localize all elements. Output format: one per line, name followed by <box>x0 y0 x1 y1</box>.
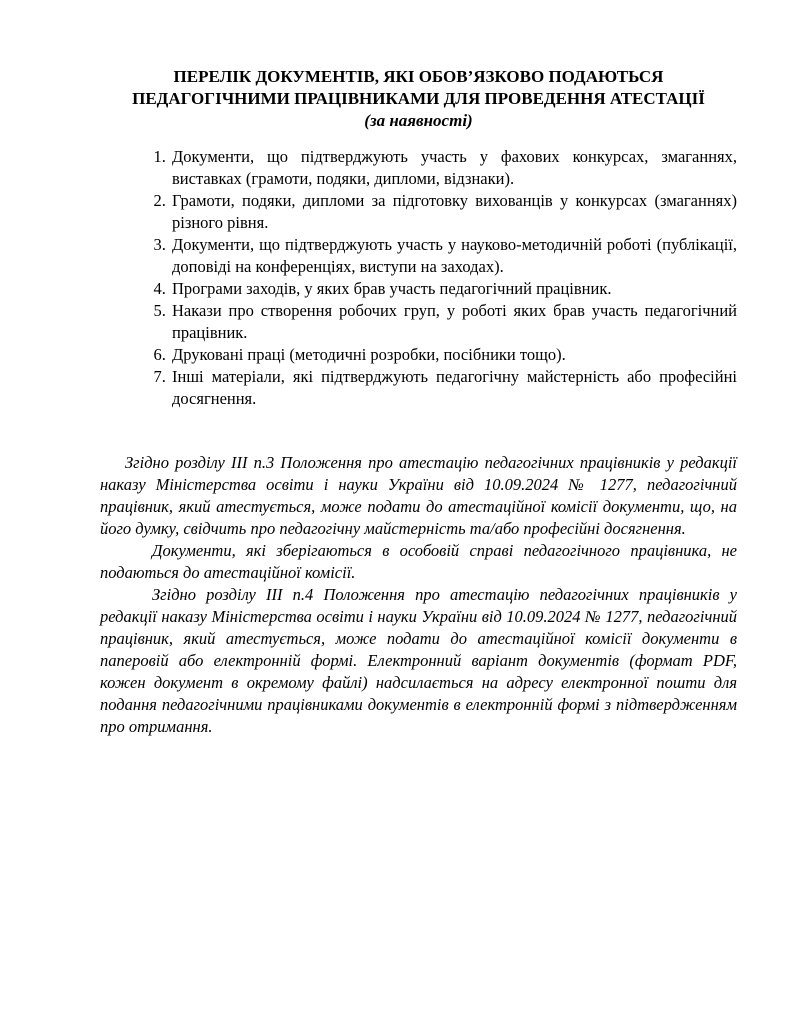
list-item: 5. Накази про створення робочих груп, у роботі яких брав участь педагогічний працівник. <box>170 300 737 344</box>
legal-note-paragraph: Згідно розділу III п.3 Положення про атестацію педагогічних працівників у редакції наказу Міністерства освіти і науки України від 10.09.2024 № 1277, педагогічний працівник, який атестується, може подати до атестаційної комісії документи, що, на його думку, свідчить про педагогічну майстерність та/або професійні досягнення. <box>100 453 737 538</box>
list-item: 2. Грамоти, подяки, дипломи за підготовку вихованців у конкурсах (змаганнях) різного рівня. <box>170 190 737 234</box>
list-item: 6. Друковані праці (методичні розробки, посібники тощо). <box>170 344 737 366</box>
title-line-2: ПЕДАГОГІЧНИМИ ПРАЦІВНИКАМИ ДЛЯ ПРОВЕДЕННЯ АТЕСТАЦІЇ <box>132 89 705 108</box>
legal-notes <box>100 452 737 738</box>
required-documents-list <box>100 146 737 410</box>
legal-note-paragraph: Документи, які зберігаються в особовій справі педагогічного працівника, не подаються до атестаційної комісії. <box>100 541 737 582</box>
list-item: 1. Документи, що підтверджують участь у фахових конкурсах, змаганнях, виставках (грамоти, подяки, дипломи, відзнаки). <box>170 146 737 190</box>
list-item: 3. Документи, що підтверджують участь у науково-методичній роботі (публікації, доповіді на конференціях, виступи на заходах). <box>170 234 737 278</box>
list-item: 4. Програми заходів, у яких брав участь педагогічний працівник. <box>170 278 737 300</box>
document-title <box>100 66 737 132</box>
document-subtitle: (за наявності) <box>364 111 473 130</box>
list-item: 7. Інші матеріали, які підтверджують педагогічну майстерність або професійні досягнення. <box>170 366 737 410</box>
legal-note-paragraph: Згідно розділу III п.4 Положення про атестацію педагогічних працівників у редакції наказу Міністерства освіти і науки України від 10.09.2024 № 1277, педагогічний працівник, який атестується, може подати до атестаційної комісії документи в паперовій або електронній формі. Електронний варіант документів (формат PDF, кожен документ в окремому файлі) надсилається на адресу електронної пошти для подання педагогічними працівниками документів в електронній формі з підтвердженням про отримання. <box>100 585 737 736</box>
title-line-1: ПЕРЕЛІК ДОКУМЕНТІВ, ЯКІ ОБОВ’ЯЗКОВО ПОДАЮТЬСЯ <box>173 67 664 86</box>
